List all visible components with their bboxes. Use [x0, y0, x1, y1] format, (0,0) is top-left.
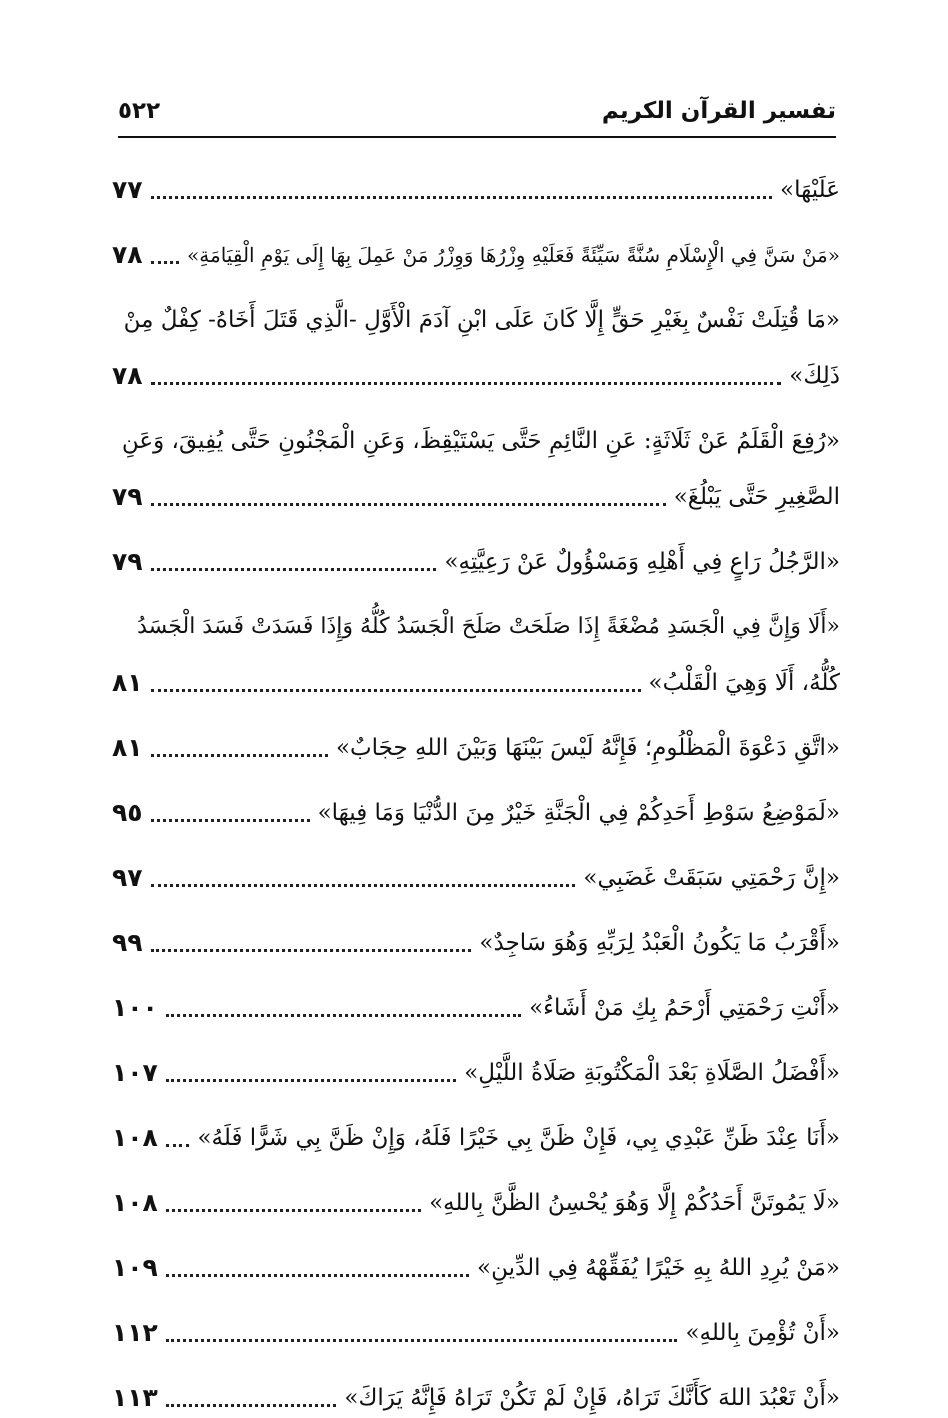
index-entry-line	[112, 1053, 840, 1093]
index-entry-line	[112, 728, 840, 768]
dot-leader	[151, 754, 328, 757]
index-entry-line	[112, 170, 840, 210]
index-entry-line	[112, 356, 840, 396]
page-reference: ٩٩	[112, 928, 143, 957]
index-entry-line	[112, 542, 840, 582]
page-reference: ٧٧	[112, 175, 143, 204]
hadith-text: «مَنْ سَنَّ فِي الْإِسْلَامِ سُنَّةً سَيِّئَةً فَعَلَيْهِ وِزْرُهَا وَوِزْرُ مَنْ عَمِلَ بِهَا إِلَى يَوْمِ الْقِيَامَةِ»	[187, 243, 840, 267]
index-entry-line	[112, 1248, 840, 1288]
dot-leader	[151, 382, 782, 385]
page-reference: ٧٨	[112, 240, 143, 269]
dot-leader	[151, 819, 310, 822]
dot-leader	[166, 1014, 521, 1017]
dot-leader	[166, 1079, 456, 1082]
dot-leader	[166, 1274, 469, 1277]
hadith-text: «لَا يَمُوتَنَّ أَحَدُكُمْ إِلَّا وَهُوَ يُحْسِنُ الظَّنَّ بِاللهِ»	[429, 1190, 840, 1216]
index-entry-line	[112, 1183, 840, 1223]
index-entry-line	[112, 1378, 840, 1418]
dot-leader	[151, 689, 641, 692]
page-header	[118, 92, 836, 138]
page-reference: ٩٧	[112, 863, 143, 892]
index-entry-line	[112, 607, 840, 647]
hadith-text: «أَفْضَلُ الصَّلَاةِ بَعْدَ الْمَكْتُوبَةِ صَلَاةُ اللَّيْلِ»	[464, 1060, 840, 1086]
dot-leader	[151, 196, 773, 199]
hadith-text: «اتَّقِ دَعْوَةَ الْمَظْلُومِ؛ فَإِنَّهُ لَيْسَ بَيْنَهَا وَبَيْنَ اللهِ حِجَابٌ»	[335, 735, 840, 761]
index-entry-line	[112, 1118, 840, 1158]
index-entry-line	[112, 663, 840, 703]
running-title: تفسير القرآن الكريم	[601, 98, 836, 124]
page-reference: ٧٩	[112, 482, 143, 511]
dot-leader	[151, 568, 437, 571]
dot-leader	[151, 949, 472, 952]
hadith-text: عَلَيْهَا»	[780, 177, 840, 203]
dot-leader	[166, 1144, 190, 1147]
dot-leader	[151, 261, 180, 264]
dot-leader	[166, 1404, 337, 1407]
dot-leader	[151, 503, 666, 506]
page-reference: ١٠٠	[112, 993, 158, 1022]
hadith-text: «مَنْ يُرِدِ اللهُ بِهِ خَيْرًا يُفَقِّهْهُ فِي الدِّينِ»	[477, 1255, 840, 1281]
dot-leader	[166, 1339, 678, 1342]
hadith-text: «أَلَا وَإِنَّ فِي الْجَسَدِ مُضْغَةً إِذَا صَلَحَتْ صَلَحَ الْجَسَدُ كُلُّهُ وَإِذَا فَسَدَتْ فَسَدَ الْجَسَدُ	[137, 614, 840, 639]
index-entry-line	[112, 477, 840, 517]
index-entry-line	[112, 1313, 840, 1353]
page-reference: ١٠٨	[112, 1123, 158, 1152]
page-reference: ٩٥	[112, 798, 143, 827]
page-reference: ٧٨	[112, 361, 143, 390]
index-entry-line	[112, 858, 840, 898]
index-entry-line	[112, 923, 840, 963]
index-entry-line	[112, 988, 840, 1028]
hadith-text: ذَلِكَ»	[789, 363, 840, 389]
page-reference: ٨١	[112, 733, 143, 762]
hadith-text: الصَّغِيرِ حَتَّى يَبْلُغَ»	[673, 484, 840, 510]
hadith-text: «لَمَوْضِعُ سَوْطِ أَحَدِكُمْ فِي الْجَنَّةِ خَيْرٌ مِنَ الدُّنْيَا وَمَا فِيهَا»	[317, 800, 840, 826]
page-reference: ١١٢	[112, 1318, 158, 1347]
hadith-text: «مَا قُتِلَتْ نَفْسٌ بِغَيْرِ حَقٍّ إِلَّا كَانَ عَلَى ابْنِ آدَمَ الْأَوَّلِ -الَّذِي قَتَلَ أَخَاهُ- كِفْلٌ مِنْ	[123, 307, 840, 333]
dot-leader	[151, 884, 576, 887]
page-reference: ١٠٨	[112, 1188, 158, 1217]
hadith-text: «رُفِعَ الْقَلَمُ عَنْ ثَلَاثَةٍ: عَنِ النَّائِمِ حَتَّى يَسْتَيْقِظَ، وَعَنِ الْمَجْنُونِ حَتَّى يُفِيقَ، وَعَنِ	[121, 428, 840, 454]
dot-leader	[166, 1209, 421, 1212]
index-entry-line	[112, 300, 840, 340]
index-entry-line	[112, 793, 840, 833]
hadith-text: «الرَّجُلُ رَاعٍ فِي أَهْلِهِ وَمَسْؤُولٌ عَنْ رَعِيَّتِهِ»	[444, 549, 840, 575]
page-reference: ٧٩	[112, 547, 143, 576]
hadith-text: «أَنْتِ رَحْمَتِي أَرْحَمُ بِكِ مَنْ أَشَاءُ»	[529, 995, 840, 1021]
hadith-text: «أَنْ تُؤْمِنَ بِاللهِ»	[685, 1320, 840, 1346]
page-number: ٥٢٢	[118, 98, 161, 124]
hadith-text: «إِنَّ رَحْمَتِي سَبَقَتْ غَضَبِي»	[583, 865, 840, 891]
page-reference: ١٠٧	[112, 1058, 158, 1087]
page-reference: ١٠٩	[112, 1253, 158, 1282]
hadith-text: «أَقْرَبُ مَا يَكُونُ الْعَبْدُ لِرَبِّهِ وَهُوَ سَاجِدٌ»	[479, 930, 840, 956]
index-entry-line	[112, 235, 840, 275]
hadith-text: «أَنْ تَعْبُدَ اللهَ كَأَنَّكَ تَرَاهُ، فَإِنْ لَمْ تَكُنْ تَرَاهُ فَإِنَّهُ يَرَاكَ»	[344, 1385, 840, 1411]
index-entry-line	[112, 421, 840, 461]
page-reference: ١١٣	[112, 1383, 158, 1412]
hadith-text: كُلُّهُ، أَلَا وَهِيَ الْقَلْبُ»	[648, 670, 840, 696]
page-reference: ٨١	[112, 668, 143, 697]
hadith-text: «أَنَا عِنْدَ ظَنِّ عَبْدِي بِي، فَإِنْ ظَنَّ بِي خَيْرًا فَلَهُ، وَإِنْ ظَنَّ بِي شَرًّا فَلَهُ»	[197, 1125, 840, 1151]
